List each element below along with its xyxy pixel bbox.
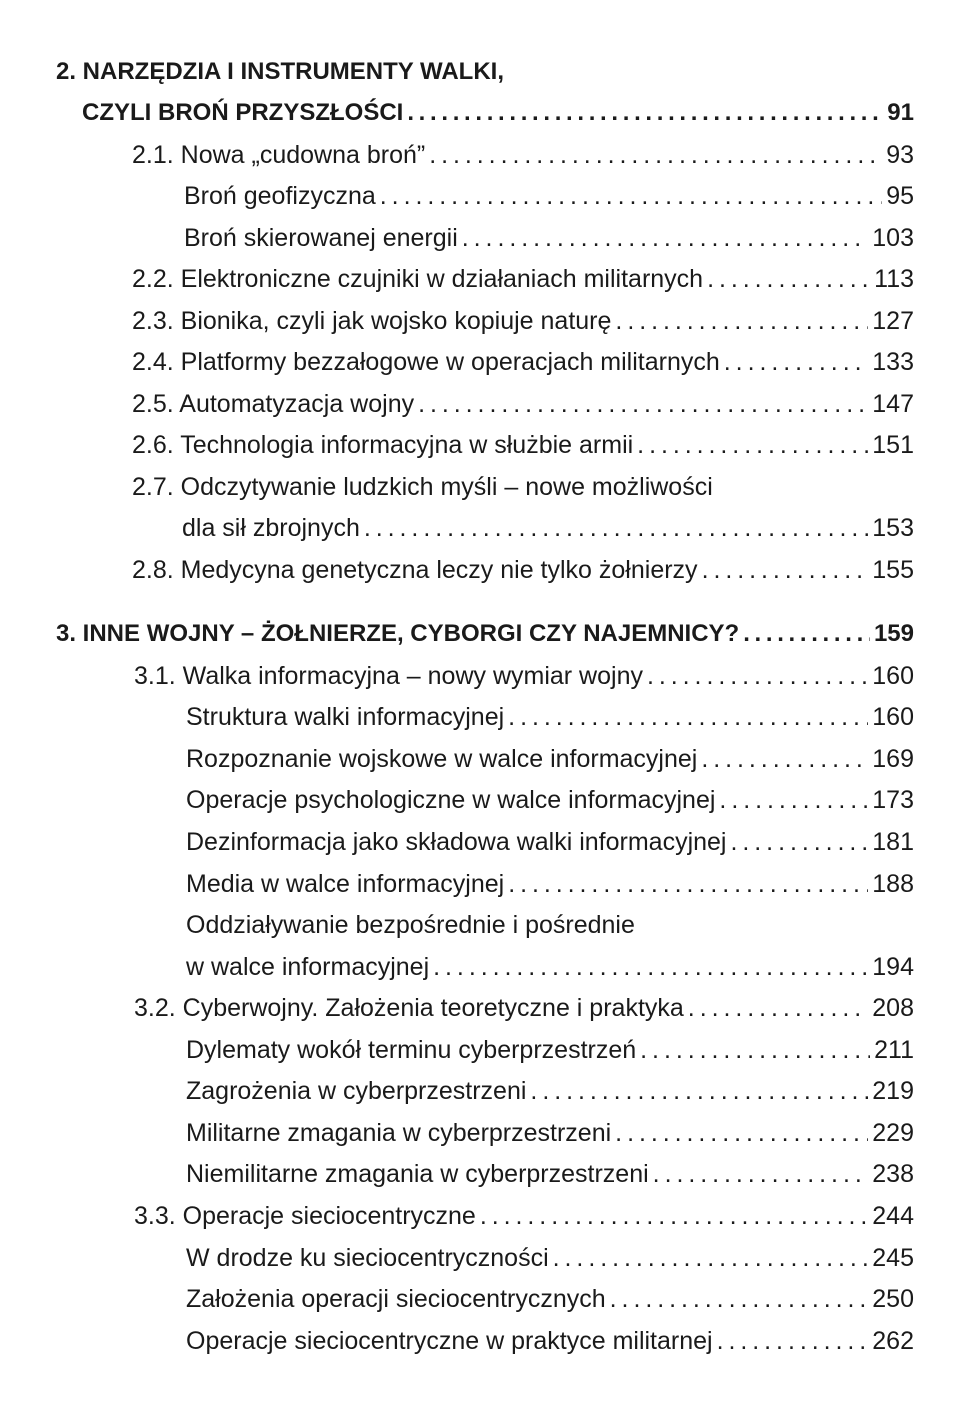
toc-title: Broń geofizyczna: [184, 182, 376, 210]
toc-entry[interactable]: [186, 864, 914, 904]
toc-title: 2. NARZĘDZIA I INSTRUMENTY WALKI,: [56, 58, 505, 85]
toc-page-number: 93: [886, 141, 914, 169]
toc-title: 3.3. Operacje sieciocentryczne: [134, 1202, 476, 1230]
toc-title: 2.3. Bionika, czyli jak wojsko kopiuje naturę: [132, 307, 612, 335]
toc-title: Militarne zmagania w cyberprzestrzeni: [186, 1119, 612, 1147]
toc-leader: [731, 822, 869, 862]
toc-page-number: 91: [887, 99, 914, 126]
toc-entry[interactable]: [134, 656, 914, 696]
toc-entry[interactable]: [132, 301, 914, 341]
toc-entry-line1: [132, 467, 713, 507]
toc-page-number: 188: [872, 870, 914, 898]
toc-page-number: 159: [873, 620, 914, 647]
toc-title: Niemilitarne zmagania w cyberprzestrzeni: [186, 1160, 649, 1188]
toc-title: W drodze ku sieciocentryczności: [186, 1244, 549, 1272]
toc-leader: [637, 425, 868, 465]
toc-leader: [615, 301, 868, 341]
toc-entry[interactable]: [132, 425, 914, 465]
toc-entry[interactable]: [134, 1196, 914, 1236]
toc-page-number: 160: [872, 662, 914, 690]
toc-page-number: 181: [872, 828, 914, 856]
toc-page-number: 244: [872, 1202, 914, 1230]
toc-leader: [719, 780, 868, 820]
toc-title: Zagrożenia w cyberprzestrzeni: [186, 1077, 527, 1105]
toc-title: 3.1. Walka informacyjna – nowy wymiar wojny: [134, 662, 643, 690]
toc-title: Media w walce informacyjnej: [186, 870, 505, 898]
toc-leader: [364, 508, 868, 548]
toc-title: Operacje sieciocentryczne w praktyce militarnej: [186, 1327, 713, 1355]
toc-page-number: 194: [872, 953, 914, 981]
toc-title: dla sił zbrojnych: [182, 514, 360, 542]
toc-leader: [433, 947, 868, 987]
toc-page-number: 113: [874, 265, 914, 293]
toc-page-number: 95: [886, 182, 914, 210]
toc-entry[interactable]: [186, 780, 914, 820]
toc-page-number: 208: [872, 994, 914, 1022]
toc-page-number: 169: [872, 745, 914, 773]
toc-title: Dylematy wokół terminu cyberprzestrzeń: [186, 1036, 637, 1064]
toc-title: 2.7. Odczytywanie ludzkich myśli – nowe możliwości: [132, 473, 713, 501]
toc-leader: [688, 988, 868, 1028]
toc-page-number: 229: [872, 1119, 914, 1147]
toc-entry[interactable]: [186, 739, 914, 779]
toc-page-number: 238: [872, 1160, 914, 1188]
toc-entry[interactable]: [186, 1154, 914, 1194]
toc-leader: [701, 739, 868, 779]
toc-title: 2.8. Medycyna genetyczna leczy nie tylko żołnierzy: [132, 556, 698, 584]
toc-page-number: 245: [872, 1244, 914, 1272]
toc-page-number: 155: [872, 556, 914, 584]
toc-entry[interactable]: [184, 176, 914, 216]
toc-leader: [743, 614, 870, 654]
toc-entry[interactable]: [132, 384, 914, 424]
toc-page-number: 133: [872, 348, 914, 376]
toc-leader: [724, 342, 869, 382]
toc-leader: [508, 697, 868, 737]
toc-entry[interactable]: [186, 1071, 914, 1111]
toc-leader: [615, 1113, 868, 1153]
toc-entry[interactable]: [186, 1238, 914, 1278]
toc-title: Broń skierowanej energii: [184, 224, 458, 252]
toc-entry[interactable]: [186, 1113, 914, 1153]
toc-chapter-2[interactable]: [82, 93, 914, 133]
toc-page-number: 160: [872, 703, 914, 731]
toc-title: CZYLI BROŃ PRZYSZŁOŚCI: [82, 99, 404, 126]
toc-entry[interactable]: [184, 218, 914, 258]
toc-leader: [462, 218, 869, 258]
toc-title: 2.5. Automatyzacja wojny: [132, 390, 415, 418]
toc-entry[interactable]: [132, 550, 914, 590]
toc-chapter-3[interactable]: [56, 614, 914, 654]
toc-leader: [640, 1030, 870, 1070]
toc-leader: [702, 550, 869, 590]
toc-leader: [418, 384, 868, 424]
toc-page-number: 250: [872, 1285, 914, 1313]
toc-page-number: 147: [872, 390, 914, 418]
toc-entry[interactable]: [132, 135, 914, 175]
toc-entry-line1: [186, 905, 635, 945]
toc-leader: [653, 1154, 869, 1194]
toc-title: 3. INNE WOJNY – ŻOŁNIERZE, CYBORGI CZY NAJEMNICY?: [56, 620, 740, 647]
toc-entry[interactable]: [186, 947, 914, 987]
toc-title: Dezinformacja jako składowa walki informacyjnej: [186, 828, 727, 856]
toc-leader: [429, 135, 882, 175]
toc-page-number: 262: [872, 1327, 914, 1355]
toc-page-number: 151: [872, 431, 914, 459]
toc-leader: [610, 1279, 869, 1319]
toc-title: Rozpoznanie wojskowe w walce informacyjnej: [186, 745, 698, 773]
toc-leader: [707, 259, 870, 299]
toc-chapter-2-line1: [56, 52, 504, 92]
toc-page-number: 103: [872, 224, 914, 252]
toc-entry[interactable]: [186, 1279, 914, 1319]
toc-leader: [647, 656, 868, 696]
toc-entry[interactable]: [186, 1030, 914, 1070]
toc-page-number: 173: [872, 786, 914, 814]
toc-title: 3.2. Cyberwojny. Założenia teoretyczne i praktyka: [134, 994, 684, 1022]
toc-leader: [530, 1071, 868, 1111]
toc-title: Operacje psychologiczne w walce informacyjnej: [186, 786, 716, 814]
toc-title: Struktura walki informacyjnej: [186, 703, 505, 731]
toc-leader: [508, 864, 868, 904]
toc-entry[interactable]: [134, 988, 914, 1028]
toc-page-number: 219: [872, 1077, 914, 1105]
toc-title: 2.4. Platformy bezzałogowe w operacjach militarnych: [132, 348, 720, 376]
toc-leader: [553, 1238, 869, 1278]
toc-page-number: 127: [872, 307, 914, 335]
toc-title: w walce informacyjnej: [186, 953, 430, 981]
toc-entry[interactable]: [186, 822, 914, 862]
toc-leader: [480, 1196, 868, 1236]
toc-entry[interactable]: [132, 342, 914, 382]
toc-title: Założenia operacji sieciocentrycznych: [186, 1285, 606, 1313]
toc-page-number: 153: [872, 514, 914, 542]
toc-title: 2.1. Nowa „cudowna broń”: [132, 141, 426, 169]
toc-leader: [380, 176, 882, 216]
toc-title: Oddziaływanie bezpośrednie i pośrednie: [186, 911, 635, 939]
toc-leader: [407, 93, 883, 133]
toc-entry[interactable]: [186, 697, 914, 737]
toc-title: 2.6. Technologia informacyjna w służbie armii: [132, 431, 634, 459]
toc-entry[interactable]: [186, 1321, 914, 1361]
toc-title: 2.2. Elektroniczne czujniki w działaniach militarnych: [132, 265, 704, 293]
toc-entry[interactable]: [182, 508, 914, 548]
toc-page-number: 211: [874, 1036, 914, 1064]
toc-entry[interactable]: [132, 259, 914, 299]
toc-leader: [717, 1321, 869, 1361]
